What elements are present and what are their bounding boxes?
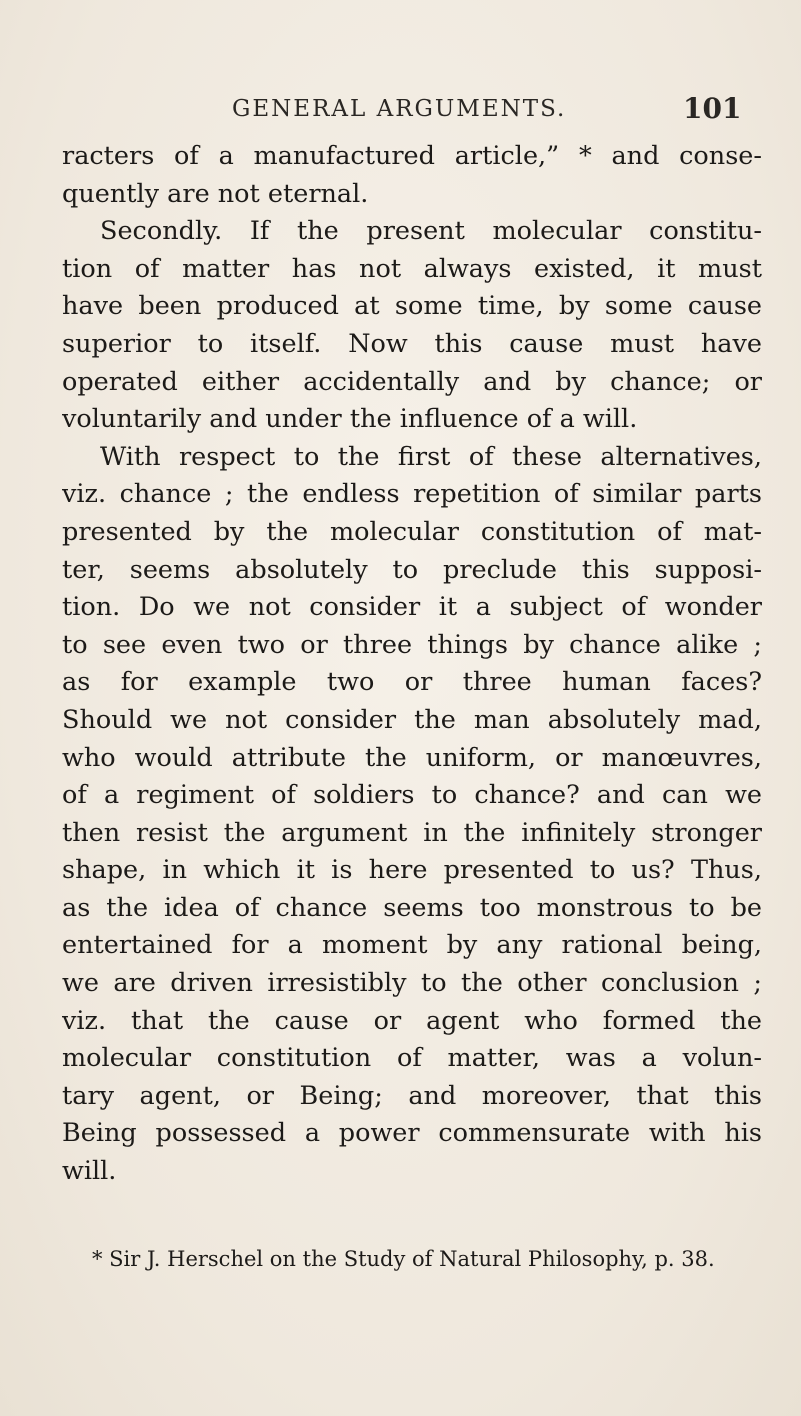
- text-line: shape, in which it is here presented to us? Thus,: [62, 855, 762, 886]
- text-line: Being possessed a power commensurate with his: [62, 1118, 762, 1149]
- running-title: GENERAL ARGUMENTS.: [232, 96, 567, 122]
- text-line: entertained for a moment by any rational being,: [62, 930, 762, 961]
- text-line: of a regiment of soldiers to chance? and can we: [62, 780, 762, 811]
- text-line: Should we not consider the man absolutely mad,: [62, 704, 762, 735]
- text-line: voluntarily and under the influence of a will.: [62, 404, 638, 435]
- text-line: viz. chance ; the endless repetition of similar parts: [62, 479, 762, 510]
- text-line: viz. that the cause or agent who formed the: [62, 1005, 762, 1036]
- text-line: molecular constitution of matter, was a volun-: [62, 1043, 762, 1074]
- body-text: [62, 138, 762, 1191]
- footnote: * Sir J. Herschel on the Study of Natural Philosophy, p. 38.: [92, 1247, 715, 1271]
- text-line: tion. Do we not consider it a subject of wonder: [62, 592, 762, 623]
- text-line: tary agent, or Being; and moreover, that this: [62, 1080, 762, 1111]
- page-header: [0, 92, 801, 136]
- text-line: as the idea of chance seems too monstrous to be: [62, 892, 762, 923]
- text-line: Secondly. If the present molecular constitu-: [100, 216, 762, 247]
- text-line: then resist the argument in the infinitely stronger: [62, 817, 762, 848]
- text-line: racters of a manufactured article,” * and conse-: [62, 141, 762, 171]
- text-line: who would attribute the uniform, or manœuvres,: [62, 742, 762, 773]
- text-line: to see even two or three things by chance alike ;: [62, 629, 762, 660]
- text-line: will.: [62, 1156, 117, 1187]
- text-line: quently are not eternal.: [62, 178, 369, 209]
- text-line: we are driven irresistibly to the other conclusion ;: [62, 968, 762, 999]
- text-line: superior to itself. Now this cause must have: [62, 328, 762, 359]
- text-line: tion of matter has not always existed, it must: [62, 253, 762, 284]
- text-line: as for example two or three human faces?: [62, 667, 762, 698]
- text-line: operated either accidentally and by chance; or: [62, 366, 762, 397]
- text-line: have been produced at some time, by some cause: [62, 291, 762, 322]
- text-line: ter, seems absolutely to preclude this supposi-: [62, 554, 762, 585]
- text-line: presented by the molecular constitution of mat-: [62, 516, 762, 547]
- text-line: With respect to the first of these alternatives,: [100, 441, 762, 472]
- page-number: 101: [683, 92, 742, 125]
